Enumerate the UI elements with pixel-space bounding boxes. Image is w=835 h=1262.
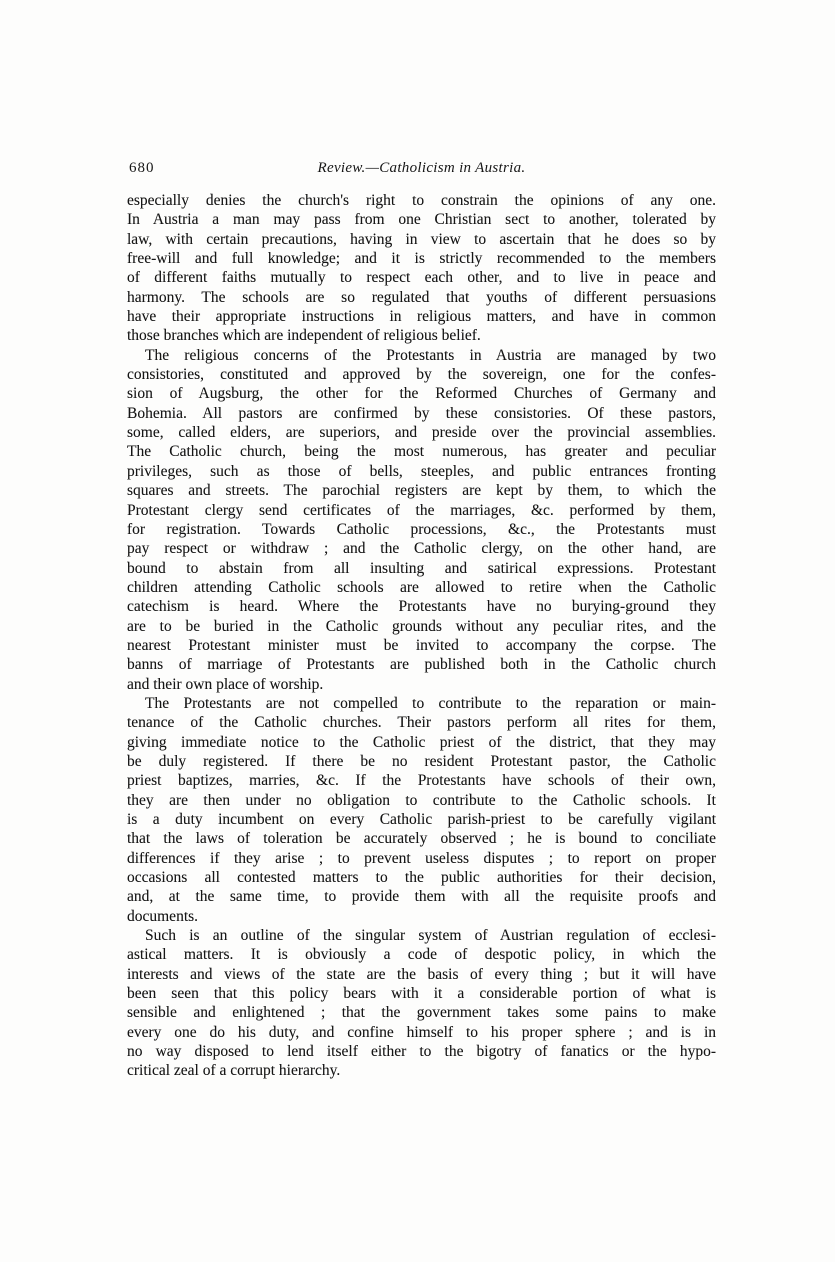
text-line: interests and views of the state are the basis of every thing ; but it will have bbox=[127, 965, 716, 983]
text-line: no way disposed to lend itself either to the bigotry of fanatics or the hypo- bbox=[127, 1043, 716, 1061]
text-line: giving immediate notice to the Catholic priest of the district, that they may bbox=[127, 733, 716, 751]
text-line: pay respect or withdraw ; and the Catholic clergy, on the other hand, are bbox=[127, 540, 716, 558]
text-line: privileges, such as those of bells, steeples, and public entrances fronting bbox=[127, 462, 716, 480]
text-line: nearest Protestant minister must be invited to accompany the corpse. The bbox=[127, 636, 716, 654]
text-line: Such is an outline of the singular system of Austrian regulation of ecclesi- bbox=[145, 927, 716, 945]
text-line: for registration. Towards Catholic processions, &c., the Protestants must bbox=[127, 520, 716, 538]
text-line: astical matters. It is obviously a code of despotic policy, in which the bbox=[127, 946, 716, 964]
text-line: are to be buried in the Catholic grounds without any peculiar rites, and the bbox=[127, 617, 716, 635]
text-line: some, called elders, are superiors, and preside over the provincial assemblies. bbox=[127, 424, 716, 442]
text-line: sion of Augsburg, the other for the Reformed Churches of Germany and bbox=[127, 385, 716, 403]
text-line: banns of marriage of Protestants are published both in the Catholic church bbox=[127, 656, 716, 674]
text-line: In Austria a man may pass from one Christian sect to another, tolerated by bbox=[127, 211, 716, 229]
text-line: free-will and full knowledge; and it is strictly recommended to the members bbox=[127, 250, 716, 268]
paragraph bbox=[127, 346, 716, 694]
text-line: squares and streets. The parochial registers are kept by them, to which the bbox=[127, 482, 716, 500]
text-line: been seen that this policy bears with it a considerable portion of what is bbox=[127, 985, 716, 1003]
text-line: catechism is heard. Where the Protestants have no burying-ground they bbox=[127, 598, 716, 616]
page-body bbox=[127, 191, 716, 1081]
text-line: and, at the same time, to provide them with all the requisite proofs and bbox=[127, 888, 716, 906]
text-line: and their own place of worship. bbox=[127, 675, 324, 693]
text-line: have their appropriate instructions in religious matters, and have in common bbox=[127, 308, 716, 326]
paragraph bbox=[127, 191, 716, 346]
text-line: harmony. The schools are so regulated that youths of different persuasions bbox=[127, 288, 716, 306]
running-title: Review.—Catholicism in Austria. bbox=[317, 160, 526, 176]
text-line: they are then under no obligation to contribute to the Catholic schools. It bbox=[127, 791, 716, 809]
text-line: differences if they arise ; to prevent useless disputes ; to report on proper bbox=[127, 849, 716, 867]
text-line: The religious concerns of the Protestants in Austria are managed by two bbox=[145, 346, 716, 364]
text-line: The Protestants are not compelled to contribute to the reparation or main- bbox=[145, 694, 716, 712]
paragraph bbox=[127, 694, 716, 926]
text-line: is a duty incumbent on every Catholic parish-priest to be carefully vigilant bbox=[127, 811, 716, 828]
text-line: critical zeal of a corrupt hierarchy. bbox=[127, 1062, 341, 1080]
text-line: of different faiths mutually to respect each other, and to live in peace and bbox=[127, 269, 716, 287]
text-line: those branches which are independent of religious belief. bbox=[127, 327, 481, 345]
text-line: sensible and enlightened ; that the government takes some pains to make bbox=[127, 1004, 716, 1022]
text-line: law, with certain precautions, having in view to ascertain that he does so by bbox=[127, 230, 716, 248]
text-line: tenance of the Catholic churches. Their pastors perform all rites for them, bbox=[127, 714, 716, 732]
text-line: The Catholic church, being the most numerous, has greater and peculiar bbox=[127, 443, 716, 461]
page-header bbox=[127, 160, 716, 180]
text-line: especially denies the church's right to constrain the opinions of any one. bbox=[127, 192, 716, 209]
text-line: consistories, constituted and approved by the sovereign, one for the confes- bbox=[127, 366, 716, 384]
text-line: documents. bbox=[127, 907, 199, 925]
text-line: be duly registered. If there be no resident Protestant pastor, the Catholic bbox=[127, 752, 716, 770]
text-line: Bohemia. All pastors are confirmed by these consistories. Of these pastors, bbox=[127, 404, 716, 422]
text-line: Protestant clergy send certificates of the marriages, &c. performed by them, bbox=[127, 501, 716, 519]
text-line: children attending Catholic schools are allowed to retire when the Catholic bbox=[127, 578, 716, 596]
text-line: bound to abstain from all insulting and satirical expressions. Protestant bbox=[127, 559, 716, 577]
text-line: that the laws of toleration be accurately observed ; he is bound to conciliate bbox=[127, 830, 716, 848]
text-line: priest baptizes, marries, &c. If the Protestants have schools of their own, bbox=[127, 772, 716, 790]
text-line: every one do his duty, and confine himself to his proper sphere ; and is in bbox=[127, 1023, 716, 1041]
page-number: 680 bbox=[129, 160, 155, 176]
paragraph bbox=[127, 926, 716, 1081]
text-line: occasions all contested matters to the public authorities for their decision, bbox=[127, 869, 716, 887]
